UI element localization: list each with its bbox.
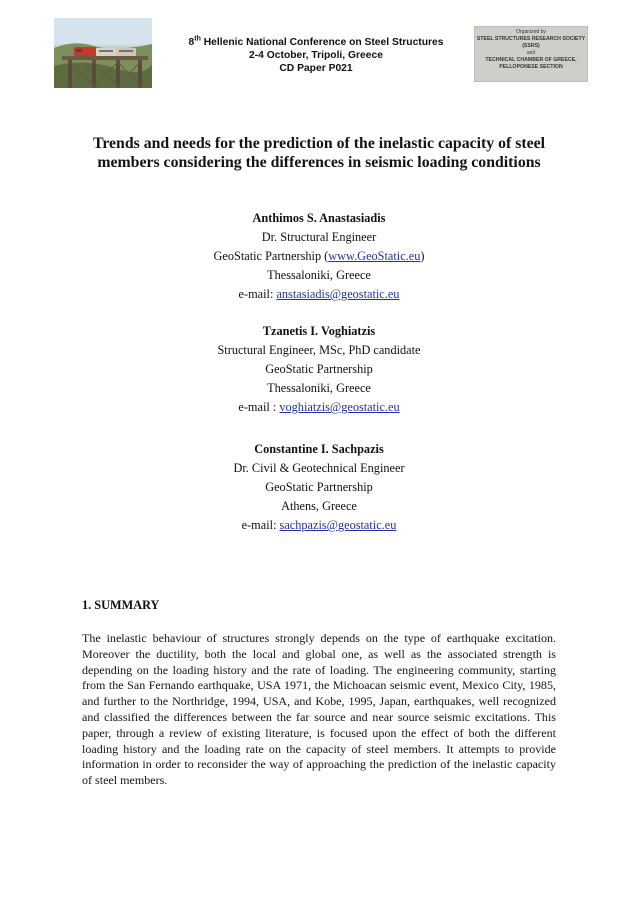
title-line: Trends and needs for the prediction of the inelastic capacity of steel <box>92 135 546 152</box>
author-block <box>60 440 578 535</box>
website-link[interactable]: www.GeoStatic.eu <box>328 249 421 263</box>
author-role: Structural Engineer, MSc, PhD candidate <box>217 343 421 357</box>
email-label: e-mail: <box>241 518 280 532</box>
author-email-line <box>60 516 578 535</box>
conference-ordinal: 8 <box>188 37 195 48</box>
organizer-line: and <box>526 50 536 56</box>
conference-name: Hellenic National Conference on Steel Structures <box>203 37 444 48</box>
paper-title <box>60 134 578 172</box>
affiliation-suffix: ) <box>420 249 425 263</box>
author-role: Dr. Civil & Geotechnical Engineer <box>233 461 405 475</box>
email-label: e-mail : <box>238 400 280 414</box>
organizer-line: PELLOPONESE SECTION <box>499 64 563 70</box>
author-affiliation: GeoStatic Partnership <box>265 362 373 376</box>
author-block <box>60 322 578 417</box>
author-location: Thessaloniki, Greece <box>267 268 371 282</box>
author-name: Constantine I. Sachpazis <box>254 442 384 456</box>
author-name: Anthimos S. Anastasiadis <box>252 211 386 225</box>
author-email-line <box>60 285 578 304</box>
affiliation-prefix: GeoStatic Partnership ( <box>213 249 329 263</box>
email-label: e-mail: <box>238 287 277 301</box>
conference-ordinal-suffix: th <box>194 35 201 43</box>
organizer-badge <box>474 26 588 82</box>
bridge-train-illustration <box>54 18 152 88</box>
email-link[interactable]: anstasiadis@geostatic.eu <box>276 287 400 301</box>
author-affiliation <box>60 247 578 266</box>
conference-name-line <box>160 36 472 49</box>
summary-text: The inelastic behaviour of structures strongly depends on the type of earthquake excitation. Moreover the ductility, both the local and global one, as well as the associated strength is depending on the loading history and the rate of loading. The engineering community, starting from the San Fernando earthquake, USA 1971, the Michoacan seismic event, Mexico City, 1985, and further to the Northridge, 1994, USA, and Kobe, 1995, Japan, earthquakes, well recognized and classified the differences between the far source and near source seismic excitations. This paper, through a review of existing literature, is focused upon the effect of both the different loading history and the loading rate on the capacity of steel members. It attempts to provide information in order to reconsider the way of approaching the prediction of the inelastic capacity of steel members. <box>82 631 556 788</box>
author-affiliation: GeoStatic Partnership <box>265 480 373 494</box>
organizer-line: Organized by <box>516 29 546 35</box>
paper-id: CD Paper P021 <box>279 63 353 74</box>
conference-dates: 2-4 October, Tripoli, Greece <box>249 50 383 61</box>
organizer-line: STEEL STRUCTURES RESEARCH SOCIETY (SSRS) <box>476 36 586 49</box>
email-link[interactable]: sachpazis@geostatic.eu <box>279 518 397 532</box>
title-line: members considering the differences in seismic loading conditions <box>97 154 541 171</box>
bridge-train-photo <box>54 18 152 88</box>
author-role: Dr. Structural Engineer <box>261 230 377 244</box>
organizer-line: TECHNICAL CHAMBER OF GREECE, <box>485 57 577 63</box>
author-email-line <box>60 398 578 417</box>
author-location: Athens, Greece <box>281 499 357 513</box>
conference-header <box>160 36 472 75</box>
author-name: Tzanetis I. Voghiatzis <box>262 324 376 338</box>
summary-heading: 1. SUMMARY <box>82 598 160 612</box>
author-location: Thessaloniki, Greece <box>267 381 371 395</box>
email-link[interactable]: voghiatzis@geostatic.eu <box>279 400 400 414</box>
author-block <box>60 209 578 304</box>
